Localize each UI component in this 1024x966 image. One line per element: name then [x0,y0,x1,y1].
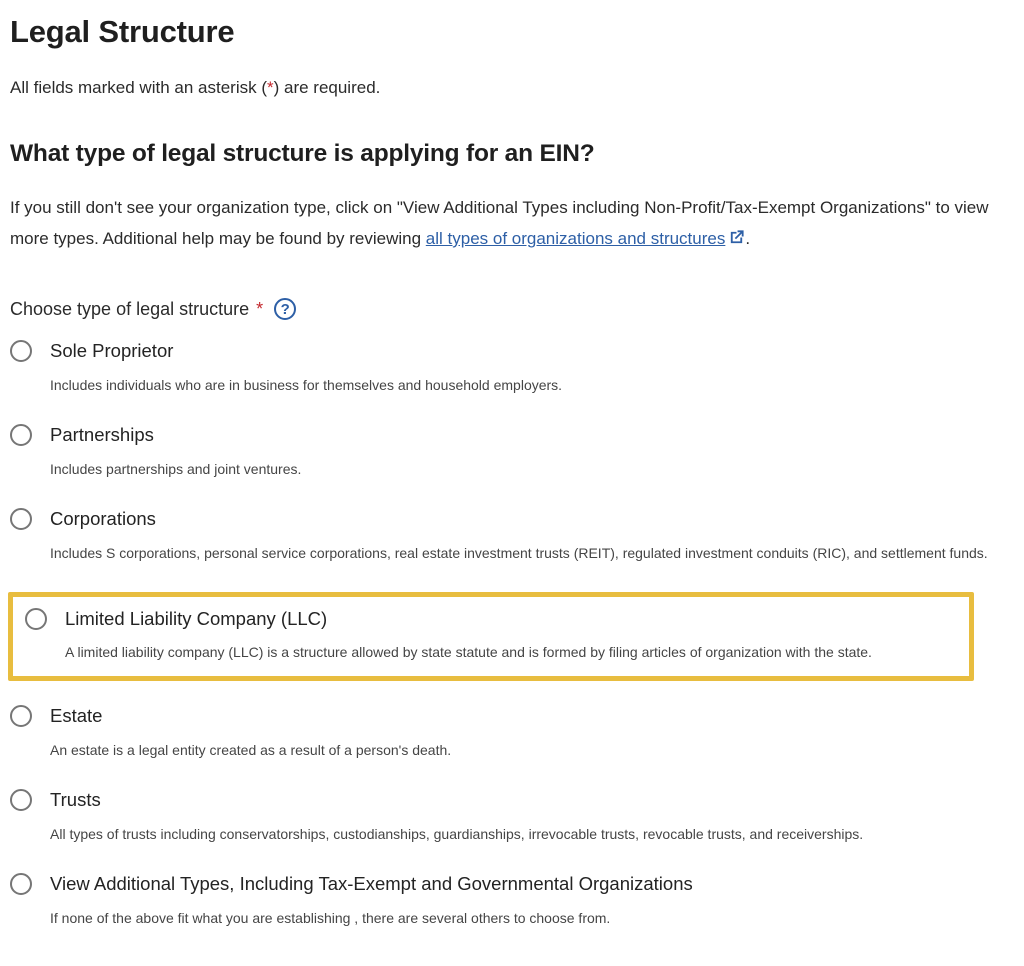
options-list [10,340,1014,929]
required-note-suffix: ) are required. [273,78,381,97]
question-heading: What type of legal structure is applying for an EIN? [10,140,595,167]
intro-period: . [745,229,751,248]
organization-types-link-label: all types of organizations and structures [425,229,726,248]
radio-option-description: If none of the above fit what you are establishing , there are several others to choose from. [50,910,611,926]
radio-option-description: A limited liability company (LLC) is a structure allowed by state statute and is formed by filing articles of organization with the state. [65,644,872,660]
legal-structure-page [10,14,1014,929]
radio-option-label[interactable]: Partnerships [50,424,154,445]
radio-button[interactable] [10,508,32,530]
field-label-row [10,298,1014,320]
radio-row[interactable] [25,608,957,630]
external-link-icon [728,229,745,246]
radio-option-sole-proprietor [10,340,1014,396]
page-title: Legal Structure [10,14,235,49]
radio-row[interactable] [10,340,1014,362]
radio-option-label[interactable]: Limited Liability Company (LLC) [65,608,328,629]
radio-row[interactable] [10,873,1014,895]
radio-option-label[interactable]: Corporations [50,508,156,529]
radio-button[interactable] [10,705,32,727]
required-asterisk: * [266,78,274,97]
organization-types-link[interactable] [426,229,746,248]
radio-button[interactable] [10,340,32,362]
radio-button[interactable] [10,873,32,895]
radio-button[interactable] [25,608,47,630]
radio-button[interactable] [10,424,32,446]
radio-option-label[interactable]: Trusts [50,789,101,810]
radio-option-description: An estate is a legal entity created as a result of a person's death. [50,742,452,758]
radio-button[interactable] [10,789,32,811]
intro-text: If you still don't see your organization type, click on "View Additional Types including Non-Profit/Tax-Exempt Organizations" to view more types. Additional help may be found by reviewing [10,198,989,248]
radio-option-description: All types of trusts including conservatorships, custodianships, guardianships, irrevocable trusts, revocable trusts, and receiverships. [50,826,864,842]
radio-option-label[interactable]: Sole Proprietor [50,340,174,361]
field-required-asterisk: * [256,298,264,319]
field-label: Choose type of legal structure [10,298,250,319]
radio-row[interactable] [10,705,1014,727]
radio-option-llc [8,592,974,681]
intro-paragraph [10,192,1014,254]
radio-option-label[interactable]: Estate [50,705,103,726]
radio-option-description: Includes partnerships and joint ventures. [50,461,302,477]
radio-row[interactable] [10,789,1014,811]
radio-option-view-additional-types [10,873,1014,929]
help-question-icon[interactable]: ? [274,298,296,320]
radio-option-corporations [10,508,1014,564]
radio-option-description: Includes individuals who are in business for themselves and household employers. [50,377,563,393]
radio-option-description: Includes S corporations, personal service corporations, real estate investment trusts (REIT), regulated investment conduits (RIC), and settlement funds. [50,545,988,561]
required-note-prefix: All fields marked with an asterisk ( [10,78,267,97]
radio-row[interactable] [10,508,1014,530]
radio-row[interactable] [10,424,1014,446]
radio-option-label[interactable]: View Additional Types, Including Tax-Exempt and Governmental Organizations [50,873,693,894]
radio-option-partnerships [10,424,1014,480]
radio-option-estate [10,705,1014,761]
radio-option-trusts [10,789,1014,845]
required-note [10,78,1014,98]
